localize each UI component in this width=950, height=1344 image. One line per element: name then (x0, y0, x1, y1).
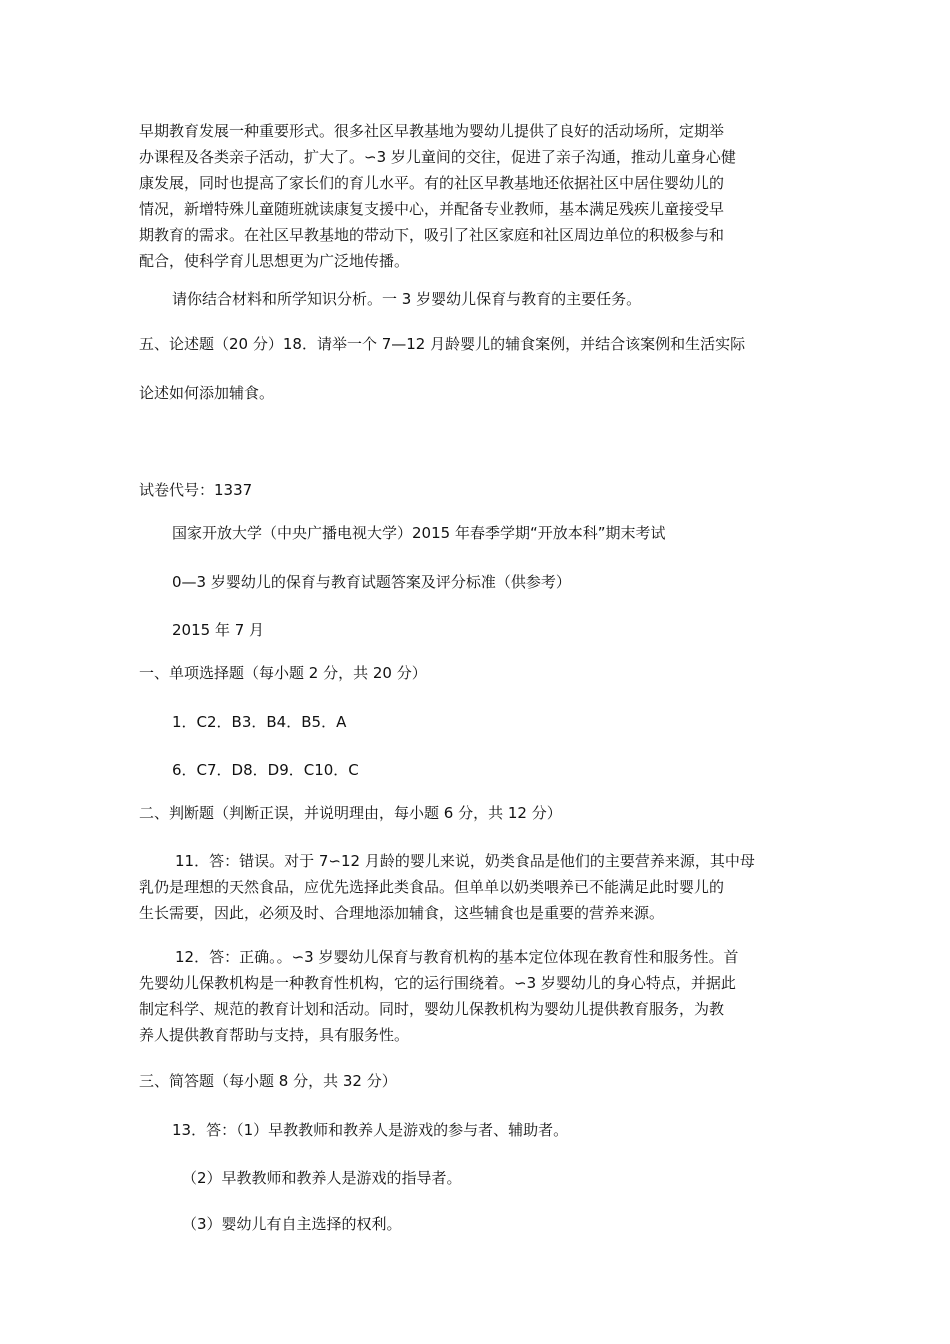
text-line: 11．答：错误。对于 7∽12 月龄的婴儿来说，奶类食品是他们的主要营养来源，其中母 (175, 852, 755, 870)
text-line: 12．答：正确。。∽3 岁婴幼儿保育与教育机构的基本定位体现在教育性和服务性。首 (175, 948, 739, 966)
text-line: 请你结合材料和所学知识分析。一 3 岁婴幼儿保育与教育的主要任务。 (172, 290, 642, 308)
text-line: 1．C2．B3．B4．B5．A (172, 713, 347, 731)
answer-13-part-3 (182, 1211, 819, 1237)
answer-11 (139, 848, 819, 926)
text-line: 国家开放大学（中央广播电视大学）2015 年春季学期“开放本科”期末考试 (172, 524, 666, 542)
answers-row-1 (172, 709, 819, 735)
section-3-heading (139, 1068, 819, 1094)
paper-code (139, 477, 819, 503)
text-line: 早期教育发展一种重要形式。很多社区早教基地为婴幼儿提供了良好的活动场所，定期举 (139, 122, 725, 140)
text-line: 论述如何添加辅食。 (139, 384, 275, 402)
text-line: 养人提供教育帮助与支持，具有服务性。 (139, 1026, 410, 1044)
material-paragraph (139, 118, 819, 274)
section-5-continuation (139, 380, 819, 406)
text-line: 办课程及各类亲子活动，扩大了。∽3 岁儿童间的交往，促进了亲子沟通，推动儿童身心健 (139, 148, 736, 166)
text-line: （3）婴幼儿有自主选择的权利。 (182, 1215, 402, 1233)
text-line: 三、简答题（每小题 8 分，共 32 分） (139, 1072, 397, 1090)
question-instruction (172, 286, 819, 312)
answer-13-part-1 (172, 1117, 819, 1143)
answer-12 (139, 944, 819, 1048)
section-5-heading (139, 331, 819, 357)
section-1-heading (139, 660, 819, 686)
text-line: （2）早教教师和教养人是游戏的指导者。 (182, 1169, 462, 1187)
exam-date (172, 617, 819, 643)
text-line: 期教育的需求。在社区早教基地的带动下，吸引了社区家庭和社区周边单位的积极参与和 (139, 226, 725, 244)
text-line: 13．答：（1）早教教师和教养人是游戏的参与者、辅助者。 (172, 1121, 569, 1139)
text-line: 配合，使科学育儿思想更为广泛地传播。 (139, 252, 410, 270)
exam-title (172, 520, 819, 546)
text-line: 一、单项选择题（每小题 2 分，共 20 分） (139, 664, 427, 682)
text-line: 制定科学、规范的教育计划和活动。同时，婴幼儿保教机构为婴幼儿提供教育服务，为教 (139, 1000, 725, 1018)
section-2-heading (139, 800, 819, 826)
text-line: 0—3 岁婴幼儿的保育与教育试题答案及评分标准（供参考） (172, 573, 571, 591)
answers-row-2 (172, 757, 819, 783)
text-line: 康发展，同时也提高了家长们的育儿水平。有的社区早教基地还依据社区中居住婴幼儿的 (139, 174, 725, 192)
text-line: 生长需要，因此，必须及时、合理地添加辅食，这些辅食也是重要的营养来源。 (139, 904, 665, 922)
text-line: 试卷代号：1337 (139, 481, 253, 499)
text-line: 情况，新增特殊儿童随班就读康复支援中心，并配备专业教师，基本满足残疾儿童接受早 (139, 200, 725, 218)
text-line: 二、判断题（判断正误，并说明理由，每小题 6 分，共 12 分） (139, 804, 562, 822)
text-line: 先婴幼儿保教机构是一种教育性机构，它的运行围绕着。∽3 岁婴幼儿的身心特点，并据此 (139, 974, 736, 992)
text-line: 6．C7．D8．D9．C10．C (172, 761, 359, 779)
answer-title (172, 569, 819, 595)
text-line: 五、论述题（20 分）18．请举一个 7—12 月龄婴儿的辅食案例，并结合该案例和生活实际 (139, 335, 746, 353)
text-line: 乳仍是理想的天然食品，应优先选择此类食品。但单单以奶类喂养已不能满足此时婴儿的 (139, 878, 725, 896)
text-line: 2015 年 7 月 (172, 621, 265, 639)
answer-13-part-2 (182, 1165, 819, 1191)
